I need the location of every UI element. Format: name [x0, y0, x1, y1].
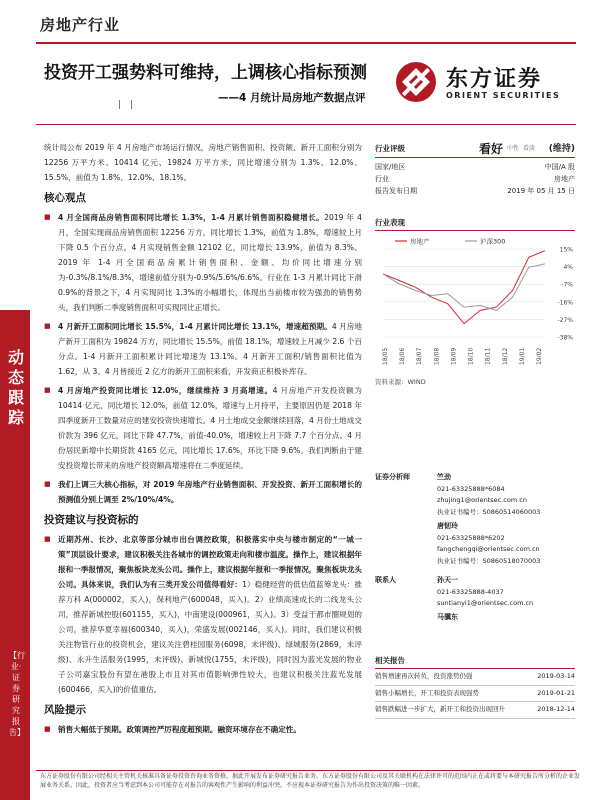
core-point-lead: 我们上调三大核心指标，对 2019 年房地产行业销售面积、开发投资、新开工面积增长的预测值分别上调至 2%/10%/4%。 [58, 480, 362, 504]
related-title[interactable]: 销售小幅增长，开工和投资表现强势 [375, 688, 479, 697]
meta-value: 房地产 [554, 175, 575, 183]
company-logo [394, 58, 574, 114]
title-marks: | | [118, 100, 136, 110]
contact-phone: 021-63325888-4037 [437, 587, 504, 596]
related-report[interactable] [375, 669, 575, 686]
chart-x-tick: 18/10 [467, 347, 475, 365]
side-panel [375, 140, 575, 719]
analyst-cert: 执业证书编号：S0860518070003 [437, 556, 541, 565]
chart-legend-label: 沪深300 [480, 237, 506, 246]
meta-value: 2019 年 05 月 15 日 [507, 187, 575, 195]
chart-source: 资料来源：WIND [375, 378, 426, 386]
analyst-email[interactable]: zhujing1@orientsec.com.cn [437, 496, 527, 504]
contact-email[interactable]: suntianyi1@orientsec.com.cn [437, 599, 534, 607]
chart-y-tick: -27% [557, 316, 573, 324]
related-report[interactable] [375, 686, 575, 703]
side-section-label: 动态跟踪 [7, 348, 24, 427]
meta-row [375, 173, 575, 185]
report-title: 投资开工强势料可维持，上调核心指标预测 [44, 63, 367, 83]
related-heading: 相关报告 [375, 653, 575, 669]
chart-y-tick: -38% [557, 334, 573, 342]
core-point [44, 319, 362, 379]
meta-key: 国家/地区 [375, 163, 406, 171]
core-point-lead: 4 月新开工面积同比增长 15.5%，1-4 月累计同比增长 13.1%，增速超预期。 [58, 322, 332, 331]
report-subtitle: ——4 月统计局房地产数据点评 [218, 92, 366, 104]
analyst-email[interactable]: fangchengqi@orientsec.com.cn [437, 545, 540, 553]
core-point-text: 4 月房地产开发投资额为 10414 亿元，同比增长 12.0%，前值 12.0%，增速与上月持平，主要原因仍是 2018 年四季度新开工数量对应的建安投资快速增长。4 月土地成交金额继续回落，4 月份土地成交价款为 396 亿元，同比下降 47.7%，前值-40.0%，增速较上月下降 7.7 个百分点。4 月份居民新增中长期贷款 4165 亿元，同比增长 17.6%，环比下降 9.6%。我们判断由于建安投资增长带来的房地产投资额高增速将在二季度延续。 [58, 386, 362, 470]
core-point-text: 2019 年 4 月，全国实现商品房销售面积 12256 万方，同比增长 1.3%，前值为 1.8%，增速较上月下降 0.5 个百分点。4 月实现销售金额 12102 亿，同比增长 13.9%，前值为 8.3%。2019 年 1-4 月全国商品房累计销售面积、金额、均价同比增速分别为-0.3%/8.1%/8.3%，增速前值分别为-0.9%/5.6%/6.6%。行业在 1-3 月累计同比下滑 0.9%的背景之下，4 月实现同比 1.3%的小幅增长，体现出当前楼市较为强劲的销售势头，我们判断二季度销售面积可实现同比正增长。 [58, 213, 362, 312]
related-title[interactable]: 销售跌幅进一步扩大，新开工和投资出现回升 [375, 705, 505, 713]
meta-key: 行业 [375, 175, 389, 183]
chart-x-tick: 18/09 [450, 347, 458, 365]
meta-row [375, 185, 575, 197]
orient-logo-icon [394, 60, 438, 104]
risk-point [44, 722, 362, 737]
related-block [375, 653, 575, 719]
header-divider [36, 124, 576, 125]
related-title[interactable]: 销售增速再次转负，投资涨势仍强 [375, 672, 473, 680]
side-report-tag: 【行业·证券研究报告】 [9, 651, 25, 737]
disclaimer: 东方证券股份有限公司经相关主管机关核准具备证券投资咨询业务资格，据此开展发布证券研究报告业务。东方证券股份有限公司及其关联机构在法律许可的范围内正在或将要与本研究报告所分析的企业发展业务关系。因此，投资者应当考虑到本公司可能存在对报告的客观性产生影响的利益冲突，不应视本证券研究报告为作出投资决策的唯一因素。 [40, 773, 581, 789]
analyst-info [437, 472, 575, 567]
related-date: 2018-12-14 [537, 705, 575, 713]
performance-chart-svg [375, 235, 575, 375]
meta-value: 中国/A 股 [544, 163, 575, 171]
analyst-phone: 021-63325888*6084 [437, 484, 505, 493]
chart-legend-label: 房地产 [410, 237, 430, 246]
chart-x-tick: 18/08 [433, 347, 441, 365]
contact-name: 马骥东 [437, 612, 458, 621]
intro-paragraph: 统计局公布 2019 年 4 月房地产市场运行情况，房地产销售面积、投资额、新开工面积分别为 12256 万平方米、10414 亿元、19824 万平方米，同比增速分别为 1.3%、12.0%、15.5%，前值为 1.8%、12.0%、18.1%。 [44, 143, 362, 182]
core-point [44, 383, 362, 473]
related-report[interactable] [375, 702, 575, 719]
analyst-name: 唐韧玲 [437, 522, 458, 530]
core-point [44, 477, 362, 507]
invest-point-text: 1）稳健经营的低估值蓝筹龙头：推荐万科 A(000002，买入)，保利地产(600048，买入)。2）业绩高速成长的二线龙头公司，推荐新城控股(601155，买入)，中南建设(000961，买入)。3）受益于都市圈规划的公司，推荐华夏幸福(600340，买入)，荣盛发展(002146，买入)。同时，我们建议积极关注物管行业的投资机会，建议关注碧桂园服务(6098，未评级)、绿城服务(2869，未评级)、永升生活服务(1995，未评级)、新城悦(1755，未评级)，同时因为蓝光发展的物业子公司嘉宝股份有望在港股上市且对其市值影响弹性较大，也建议积极关注蓝光发展(600466，买入)的价值重估。 [58, 580, 362, 694]
contact-label: 联系人 [375, 576, 396, 584]
risk-point-lead: 销售大幅低于预期。政策调控严厉程度超预期。融资环境存在不确定性。 [58, 725, 301, 734]
core-heading: 核心观点 [44, 192, 86, 204]
top-divider [36, 42, 576, 44]
core-point-text: 4 月房地产新开工面积为 19824 万方，同比增长 15.5%，前值 18.1%，增速较上月减少 2.6 个百分点。1-4 月新开工面积累计同比增速为 13.1%。4 月新开工面积/销售面积比值为 1.62，从 3、4 月皆接近 2 亿方的新开工面积来看，开发商正积极补库存。 [58, 322, 363, 376]
logo-chinese: 东方证券 [446, 67, 543, 92]
footer-divider [36, 770, 576, 771]
analyst-phone: 021-63325888*6202 [437, 533, 505, 542]
rating-keep: (维持) [548, 144, 575, 154]
performance-chart [375, 235, 575, 375]
meta-key: 报告发布日期 [375, 187, 417, 195]
invest-heading: 投资建议与投资标的 [44, 514, 139, 526]
related-date: 2019-01-21 [537, 688, 575, 697]
core-point [44, 210, 362, 315]
core-list [44, 210, 362, 507]
core-point-lead: 4 月全国商品房销售面积同比增长 1.3%，1-4 月累计销售面积稳健增长。 [58, 213, 325, 222]
related-date: 2019-03-14 [537, 672, 575, 680]
rating-neutral: 中性 [507, 145, 520, 152]
chart-x-tick: 18/05 [382, 347, 389, 365]
contact-name: 孙天一 [437, 576, 458, 584]
chart-x-tick: 19/01 [518, 347, 526, 365]
performance-heading: 行业表现 [375, 215, 575, 231]
chart-y-tick: 15% [559, 246, 573, 254]
analyst-block [375, 472, 575, 623]
chart-y-tick: -7% [561, 281, 573, 289]
analyst-name: 竺劲 [437, 473, 451, 481]
chart-series-line [383, 264, 545, 311]
logo-english: ORIENT SECURITIES [446, 91, 561, 100]
contact-group [375, 575, 575, 623]
chart-y-tick: 4% [563, 264, 573, 272]
chart-x-tick: 19/02 [536, 347, 543, 365]
invest-point [44, 532, 362, 697]
main-content [44, 140, 362, 741]
rating-row [375, 140, 575, 158]
chart-x-tick: 18/07 [416, 347, 424, 365]
rating-value: 看好 [479, 142, 504, 156]
analyst-cert: 执业证书编号：S0860514060003 [437, 507, 541, 516]
chart-x-tick: 18/11 [484, 347, 492, 365]
contact-info [437, 575, 575, 623]
chart-x-tick: 18/12 [501, 347, 509, 365]
analyst-group [375, 472, 575, 567]
analyst-label: 证券分析师 [375, 473, 410, 481]
invest-point-lead: 近期苏州、长沙、北京等部分城市出台调控政策，积极落实中央与楼市制定的“一城一策”顶层设计要求，建议积极关注各城市的调控政策走向和楼市温度。操作上，建议根据年报和一季报情况，聚焦板块龙头公司。操作上，建议根据年报和一季报情况，聚焦板块龙头公司。具体来说，我们认为有三类开发公司值得看好： [58, 535, 362, 589]
core-point-lead: 4 月房地产投资同比增长 12.0%，继续维持 3 月高增速。 [58, 386, 273, 395]
risk-heading: 风险提示 [44, 704, 86, 716]
report-category: 房地产行业 [40, 16, 121, 34]
chart-x-tick: 18/06 [399, 347, 407, 365]
rating-bearish: 看淡 [523, 145, 536, 152]
meta-row [375, 161, 575, 173]
rating-meta [375, 161, 575, 197]
chart-y-tick: -16% [557, 299, 573, 307]
rating-label: 行业评级 [375, 144, 405, 153]
